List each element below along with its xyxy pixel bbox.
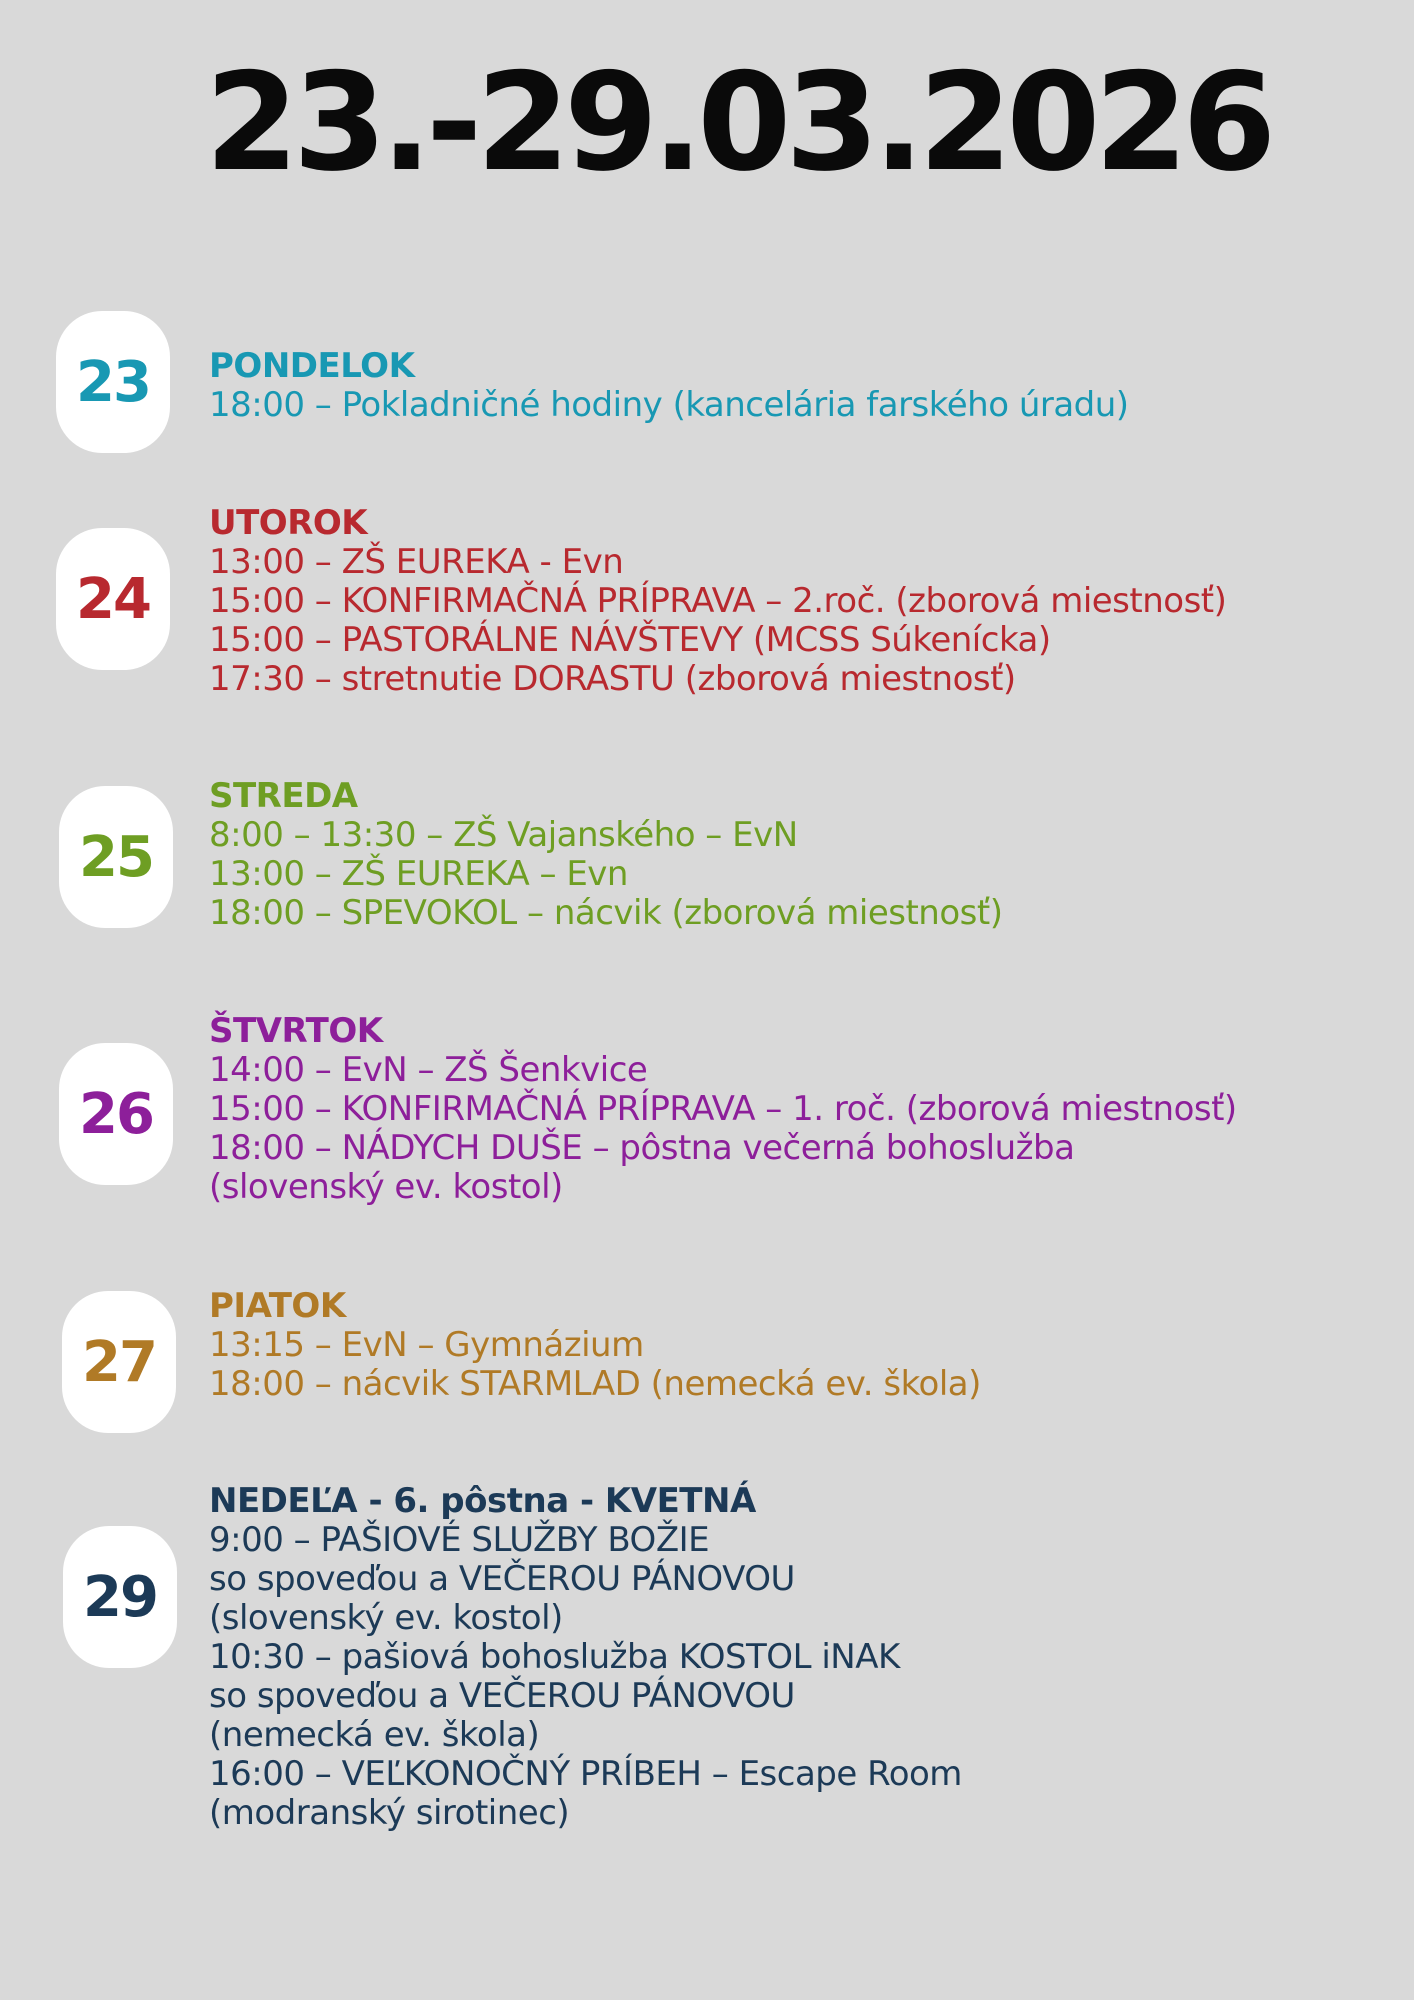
day-number-badge: 27 — [62, 1291, 176, 1433]
day-name: ŠTVRTOK — [209, 1011, 383, 1051]
event-line: (nemecká ev. škola) — [209, 1715, 540, 1755]
event-line: 10:30 – pašiová bohoslužba KOSTOL iNAK — [209, 1637, 900, 1677]
event-line: (modranský sirotinec) — [209, 1793, 570, 1833]
day-content — [209, 1287, 981, 1404]
page-title: 23.-29.03.2026 — [205, 44, 1271, 201]
event-line: 13:00 – ZŠ EUREKA - Evn — [209, 542, 624, 582]
event-line: 18:00 – NÁDYCH DUŠE – pôstna večerná bohoslužba — [209, 1128, 1075, 1168]
day-name: STREDA — [209, 776, 358, 816]
event-line: 9:00 – PAŠIOVÉ SLUŽBY BOŽIE — [209, 1520, 710, 1560]
day-name: NEDEĽA - 6. pôstna - KVETNÁ — [209, 1481, 756, 1521]
day-name: PONDELOK — [209, 346, 415, 386]
event-line: 15:00 – PASTORÁLNE NÁVŠTEVY (MCSS Súkenícka) — [209, 620, 1051, 660]
event-line: so spoveďou a VEČEROU PÁNOVOU — [209, 1559, 795, 1599]
day-number-badge: 24 — [56, 528, 170, 670]
day-content — [209, 1012, 1237, 1207]
day-number-badge: 23 — [56, 311, 170, 453]
event-line: 13:00 – ZŠ EUREKA – Evn — [209, 854, 628, 894]
day-content — [209, 504, 1226, 699]
event-line: 15:00 – KONFIRMAČNÁ PRÍPRAVA – 1. roč. (zborová miestnosť) — [209, 1089, 1237, 1129]
event-line: 14:00 – EvN – ZŠ Šenkvice — [209, 1050, 648, 1090]
event-line: 18:00 – SPEVOKOL – nácvik (zborová miestnosť) — [209, 893, 1003, 933]
event-line: 16:00 – VEĽKONOČNÝ PRÍBEH – Escape Room — [209, 1754, 962, 1794]
event-line: 17:30 – stretnutie DORASTU (zborová miestnosť) — [209, 659, 1016, 699]
event-line: 18:00 – Pokladničné hodiny (kancelária farského úradu) — [209, 385, 1129, 425]
day-number-badge: 26 — [59, 1043, 173, 1185]
day-name: UTOROK — [209, 503, 368, 543]
day-number-badge: 25 — [59, 786, 173, 928]
event-line: 15:00 – KONFIRMAČNÁ PRÍPRAVA – 2.roč. (zborová miestnosť) — [209, 581, 1227, 621]
event-line: 18:00 – nácvik STARMLAD (nemecká ev. škola) — [209, 1364, 981, 1404]
event-line: 13:15 – EvN – Gymnázium — [209, 1325, 644, 1365]
day-number-badge: 29 — [63, 1526, 177, 1668]
event-line: so spoveďou a VEČEROU PÁNOVOU — [209, 1676, 795, 1716]
event-line: (slovenský ev. kostol) — [209, 1167, 563, 1207]
day-name: PIATOK — [209, 1286, 346, 1326]
event-line: 8:00 – 13:30 – ZŠ Vajanského – EvN — [209, 815, 798, 855]
day-content — [209, 1482, 962, 1833]
event-line: (slovenský ev. kostol) — [209, 1598, 563, 1638]
day-content — [209, 347, 1129, 425]
day-content — [209, 777, 1002, 933]
